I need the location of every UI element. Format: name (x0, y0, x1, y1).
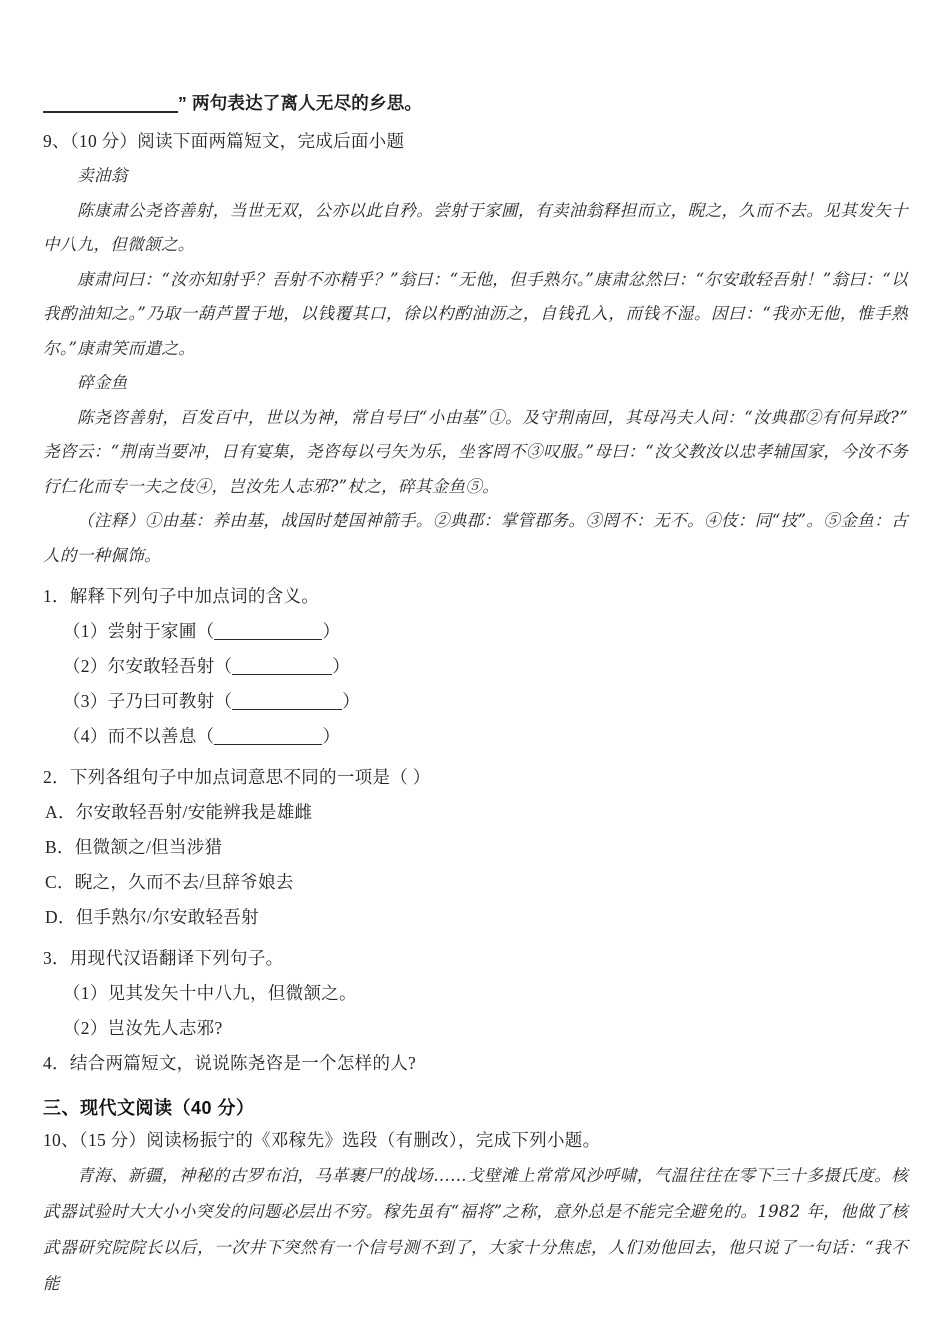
sub-question-1-stem (43, 579, 908, 614)
carryover-fill-in-line (43, 88, 908, 118)
sub-question-3-number: 3． (43, 948, 70, 968)
passage-b-paragraph-1: 陈尧咨善射，百发百中，世以为神，常自号曰“小由基”①。及守荆南回，其母冯夫人问：“汝典郡②有何异政?”尧咨云：“荆南当要冲，日有宴集，尧咨每以弓矢为乐，坐客罔不③叹服。”母曰：“汝父教汝以忠孝辅国家，今汝不务行仁化而专一夫之伎④，岂汝先人志邪?”杖之，碎其金鱼⑤。 (43, 407, 908, 496)
option-letter: A． (45, 802, 76, 822)
option-text: 睨之，久而不去/旦辞爷娘去 (74, 872, 294, 892)
sub-question-2-text: 下列各组句子中加点词意思不同的一项是（ ） (69, 767, 431, 787)
sub-question-1-item-3 (43, 684, 908, 719)
item-text: 尝射于家圃（ (107, 621, 215, 641)
option-letter: D． (45, 907, 76, 927)
sub-question-3-stem (43, 941, 908, 976)
item-text: 子乃曰可教射（ (107, 691, 233, 711)
carryover-line-text: ” 两句表达了离人无尽的乡思。 (178, 93, 423, 113)
sub-question-1-item-4 (43, 719, 908, 754)
sub-question-2-option-d[interactable] (43, 900, 908, 935)
sub-question-4-stem (43, 1046, 908, 1081)
passage-a-paragraph-2: 康肃问曰：“汝亦知射乎？吾射不亦精乎？”翁曰：“无他，但手熟尔。”康肃忿然曰：“尔安敢轻吾射！”翁曰：“以我酌油知之。”乃取一葫芦置于地，以钱覆其口，徐以杓酌油沥之，自钱孔入，而钱不湿。因曰：“我亦无他，惟手熟尔。”康肃笑而遣之。 (43, 269, 908, 358)
item-label: （3） (63, 691, 108, 711)
item-tail: ） (322, 726, 341, 746)
sub-question-3-text: 用现代汉语翻译下列句子。 (69, 948, 284, 968)
sub-question-2-number: 2． (43, 767, 70, 787)
item-text: 岂汝先人志邪? (107, 1018, 223, 1038)
option-text: 但手熟尔/尔安敢轻吾射 (75, 907, 259, 927)
item-tail: ） (332, 656, 351, 676)
sub-question-2-stem (43, 760, 908, 795)
passage-b-notes: （注释）①由基：养由基，战国时楚国神箭手。②典郡：掌管郡务。③罔不：无不。④伎：同“技”。⑤金鱼：古人的一种佩饰。 (43, 511, 908, 565)
answer-blank-1[interactable] (214, 624, 322, 640)
question-10-stem: 10、（15 分）阅读杨振宁的《邓稼先》选段（有删改），完成下列小题。 (43, 1130, 601, 1150)
sub-question-1-number: 1． (43, 586, 70, 606)
sub-question-2-option-a[interactable] (43, 795, 908, 830)
item-label: （2） (63, 1018, 108, 1038)
question-10-passage: 青海、新疆，神秘的古罗布泊，马革裹尸的战场……戈壁滩上常常风沙呼啸，气温往往在零下三十多摄氏度。核武器试验时大大小小突发的问题必层出不穷。稼先虽有“福将”之称，意外总是不能完全避免的。1982 年，他做了核武器研究院院长以后，一次井下突然有一个信号测不到了，大家十分焦虑，人们劝他回去，他只说了一句话：“我不能 (43, 1166, 908, 1293)
item-label: （2） (63, 656, 108, 676)
sub-question-1-item-2 (43, 649, 908, 684)
sub-question-1-item-1 (43, 614, 908, 649)
option-letter: C． (45, 872, 75, 892)
answer-blank-4[interactable] (214, 729, 322, 745)
option-letter: B． (45, 837, 75, 857)
sub-question-3-item-2 (43, 1011, 908, 1046)
answer-blank-3[interactable] (232, 694, 342, 710)
item-tail: ） (342, 691, 361, 711)
answer-blank-underline[interactable] (43, 94, 178, 113)
passage-a-title: 卖油翁 (77, 166, 128, 185)
sub-question-1-text: 解释下列句子中加点词的含义。 (69, 586, 320, 606)
option-text: 但微颔之/但当涉猎 (74, 837, 223, 857)
item-text: 而不以善息（ (107, 726, 215, 746)
sub-question-2-option-b[interactable] (43, 830, 908, 865)
sub-question-2-option-c[interactable] (43, 865, 908, 900)
sub-question-3-item-1 (43, 976, 908, 1011)
answer-blank-2[interactable] (232, 659, 332, 675)
item-text: 尔安敢轻吾射（ (107, 656, 233, 676)
item-text: 见其发矢十中八九，但微颔之。 (107, 983, 357, 1003)
passage-b-title: 碎金鱼 (77, 373, 128, 392)
item-label: （1） (63, 621, 108, 641)
sub-question-4-text: 结合两篇短文，说说陈尧咨是一个怎样的人? (69, 1053, 417, 1073)
question-9-stem: 9、（10 分）阅读下面两篇短文，完成后面小题 (43, 131, 405, 151)
section-3-heading: 三、现代文阅读（40 分） (43, 1098, 255, 1118)
item-label: （1） (63, 983, 108, 1003)
sub-question-4-number: 4． (43, 1053, 70, 1073)
option-text: 尔安敢轻吾射/安能辨我是雄雌 (75, 802, 313, 822)
item-tail: ） (322, 621, 341, 641)
passage-a-paragraph-1: 陈康肃公尧咨善射，当世无双，公亦以此自矜。尝射于家圃，有卖油翁释担而立，睨之，久而不去。见其发矢十中八九，但微颔之。 (43, 200, 908, 254)
item-label: （4） (63, 726, 108, 746)
